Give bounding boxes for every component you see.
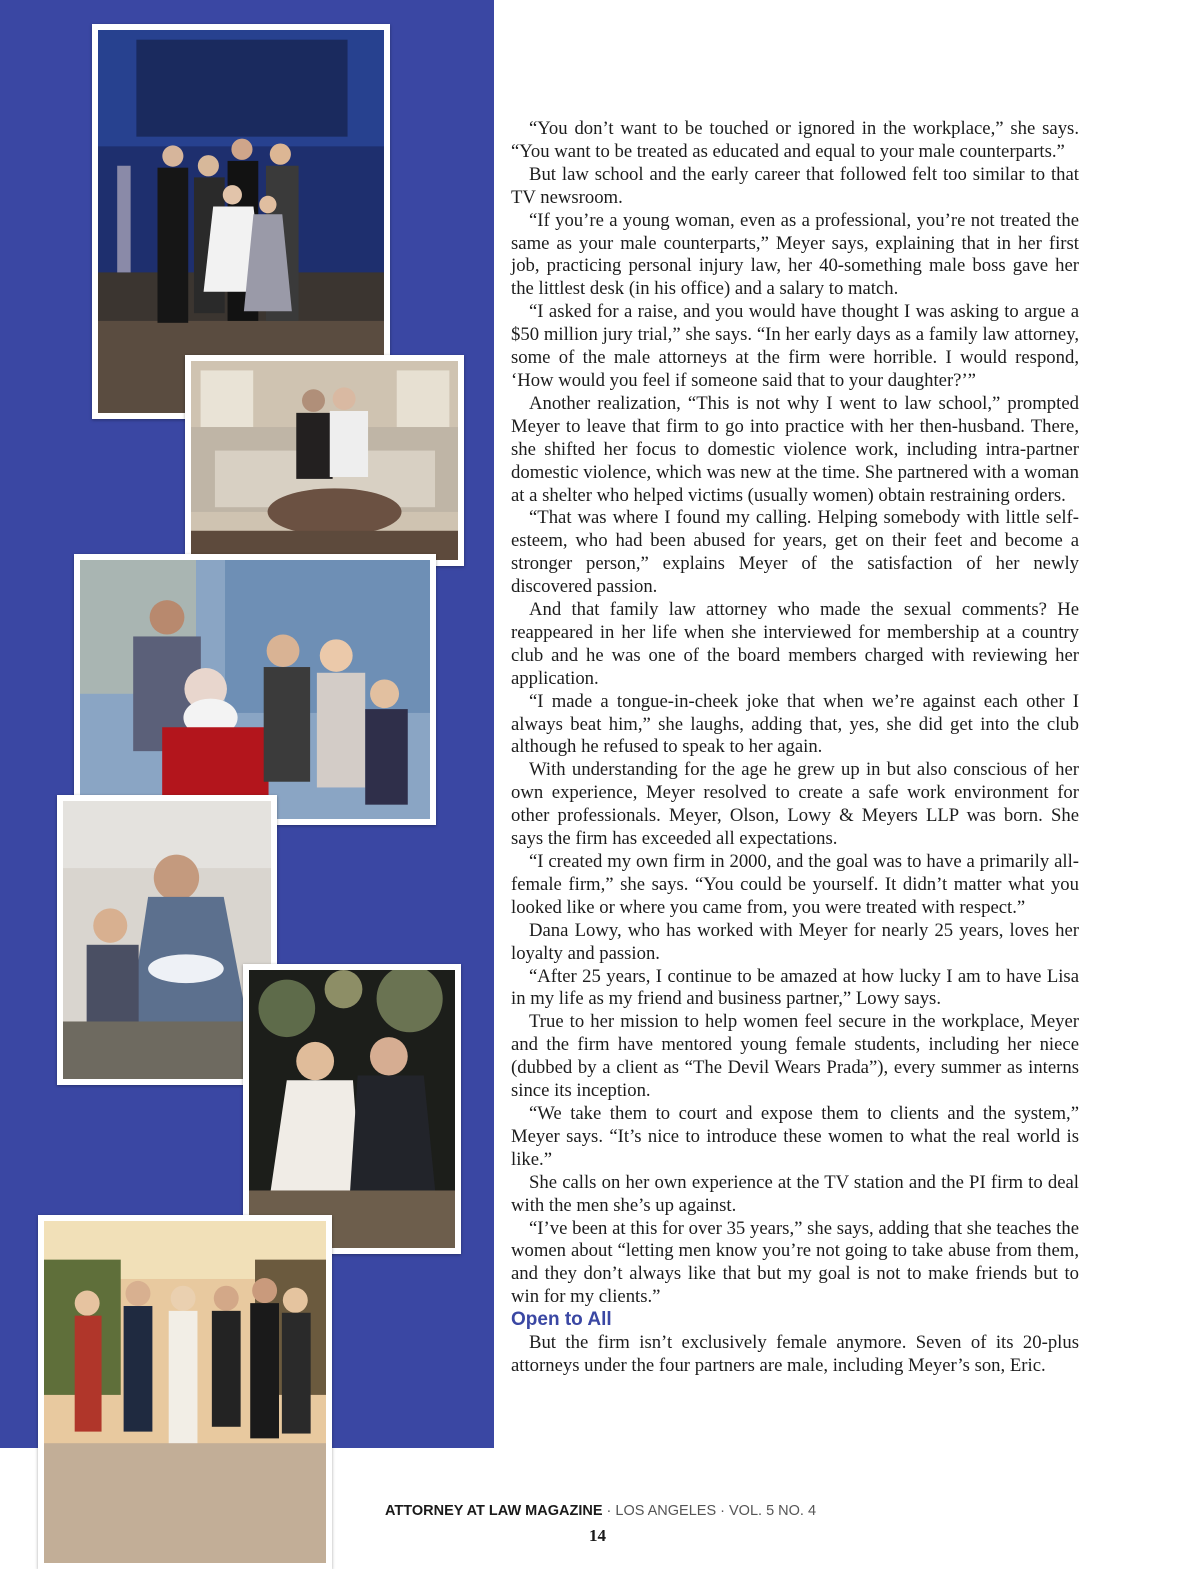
photo-couple-event xyxy=(243,964,461,1254)
article-paragraph: “We take them to court and expose them to clients and the system,” Meyer says. “It’s nice to introduce these women to what the real world is like.” xyxy=(511,1102,1079,1170)
article-paragraph: “I asked for a raise, and you would have thought I was asking to argue a $50 million jury trial,” she says. “In her early days as a family law attorney, some of the male attorneys at the firm were horrible. I would respond, ‘How would you feel if someone said that to your daughter?’” xyxy=(511,301,1079,391)
photo-santa-group xyxy=(74,554,436,825)
article-paragraph: “I’ve been at this for over 35 years,” she says, adding that she teaches the women about “letting men know you’re not going to take abuse from them, and they don’t always like that but my goal is not to make friends but to win for my clients.” xyxy=(511,1217,1079,1308)
article-paragraph: True to her mission to help women feel secure in the workplace, Meyer and the firm have mentored young female students, including her niece (dubbed by a client as “The Devil Wears Prada”), every summer as interns since its inception. xyxy=(511,1011,1079,1102)
article-body xyxy=(511,118,1079,1378)
article-paragraph: She calls on her own experience at the TV station and the PI firm to deal with the men she’s up against. xyxy=(511,1171,1079,1216)
article-paragraph: With understanding for the age he grew up in but also conscious of her own experience, Meyer resolved to create a safe work environment for other professionals. Meyer, Olson, Lowy & Meyers LLP was born. She says the firm has exceeded all expectations. xyxy=(511,759,1079,850)
article-paragraph: “I made a tongue-in-cheek joke that when we’re against each other I always beat him,” she laughs, adding that, yes, she did get into the club although he refused to speak to her again. xyxy=(511,690,1079,758)
article-paragraph: But law school and the early career that followed felt too similar to that TV newsroom. xyxy=(511,163,1079,208)
magazine-name: ATTORNEY AT LAW MAGAZINE xyxy=(385,1503,603,1519)
photo-group-outdoors xyxy=(38,1215,332,1569)
photo-couple-sofa xyxy=(185,355,464,566)
article-paragraph: And that family law attorney who made the sexual comments? He reappeared in her life when she interviewed for membership at a country club and he was one of the board members charged with reviewing her application. xyxy=(511,599,1079,689)
article-paragraph: Another realization, “This is not why I went to law school,” prompted Meyer to leave that firm to go into practice with her then-husband. There, she shifted her focus to domestic violence work, including intra-partner domestic violence, which was new at the time. She partnered with a woman at a shelter who helped victims (usually women) obtain restraining orders. xyxy=(511,392,1079,506)
article-paragraph: “That was where I found my calling. Helping somebody with little self-esteem, who had been abused for years, get on their feet and become a stronger person,” explains Meyer of the satisfaction of her newly discovered passion. xyxy=(511,507,1079,598)
article-paragraph: “You don’t want to be touched or ignored in the workplace,” she says. “You want to be treated as educated and equal to your male counterparts.” xyxy=(511,118,1079,162)
article-paragraph: “I created my own firm in 2000, and the goal was to have a primarily all-female firm,” she says. “You could be yourself. It didn’t matter what you looked like or where you came from, you were treated with respect.” xyxy=(511,851,1079,918)
page-number: 14 xyxy=(589,1526,606,1545)
section-subhead: Open to All xyxy=(511,1309,612,1331)
article-paragraph: Dana Lowy, who has worked with Meyer for nearly 25 years, loves her loyalty and passion. xyxy=(511,919,1079,964)
edition-info: · LOS ANGELES · VOL. 5 NO. 4 xyxy=(602,1503,817,1519)
article-paragraph: “After 25 years, I continue to be amazed at how lucky I am to have Lisa in my life as my friend and business partner,” Lowy says. xyxy=(511,965,1079,1010)
article-paragraph: “If you’re a young woman, even as a professional, you’re not treated the same as your male counterparts,” Meyer says, explaining that in her first job, practicing personal injury law, her 40-something male boss gave her the littlest desk (in his office) and a salary to match. xyxy=(511,209,1079,300)
page-footer xyxy=(385,1503,815,1519)
article-paragraph: But the firm isn’t exclusively female anymore. Seven of its 20-plus attorneys under the four partners are male, including Meyer’s son, Eric. xyxy=(511,1332,1079,1376)
